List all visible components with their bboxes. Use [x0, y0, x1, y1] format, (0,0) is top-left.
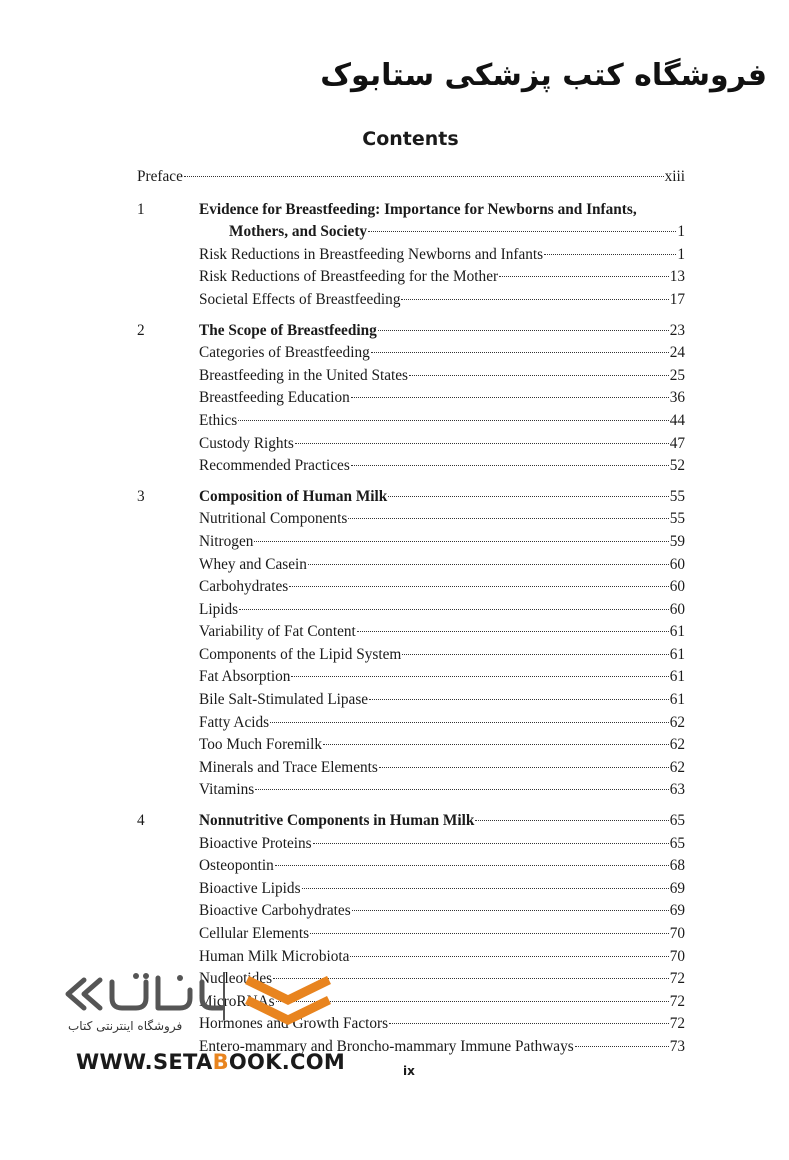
- toc-entry[interactable]: [199, 833, 685, 856]
- dot-leader: [308, 564, 669, 565]
- chapter-title-block: [199, 320, 685, 343]
- dot-leader: [401, 299, 668, 300]
- toc-entry[interactable]: [199, 599, 685, 622]
- toc-entry[interactable]: [199, 410, 685, 433]
- dot-leader: [351, 397, 669, 398]
- toc-entry-title: Nucleotides: [199, 970, 273, 988]
- toc-entry-title: Breastfeeding Education: [199, 389, 350, 407]
- toc-entry-page: 69: [669, 879, 685, 897]
- toc-entry-title: Too Much Foremilk: [199, 736, 322, 754]
- toc-entry[interactable]: [199, 712, 685, 735]
- dot-leader: [575, 1046, 669, 1047]
- toc-entry-title: Hormones and Growth Factors: [199, 1015, 389, 1033]
- chapter-title-row: [199, 810, 685, 833]
- toc-entry-page: 61: [669, 645, 685, 663]
- toc-entry[interactable]: [199, 531, 685, 554]
- dot-leader: [475, 820, 668, 821]
- toc-entry-page: 1: [677, 245, 685, 263]
- toc-entry-title: Nitrogen: [199, 532, 254, 550]
- chapter-title-row: [199, 221, 685, 244]
- toc-entry-page: 52: [669, 457, 685, 475]
- store-banner: فروشگاه کتب پزشکی ستابوک: [320, 58, 767, 93]
- toc-entry-title: Risk Reductions in Breastfeeding Newborns and Infants: [199, 245, 544, 263]
- toc-entry-title: Variability of Fat Content: [199, 623, 356, 641]
- dot-leader: [291, 676, 668, 677]
- toc-entry-title: Risk Reductions of Breastfeeding for the Mother: [199, 268, 499, 286]
- toc-entry[interactable]: [199, 455, 685, 478]
- dot-leader: [350, 956, 668, 957]
- toc-entry-title: Osteopontin: [199, 857, 274, 875]
- toc-entry[interactable]: [199, 900, 685, 923]
- toc-entry-title: Whey and Casein: [199, 555, 307, 573]
- chapter-page: 65: [669, 812, 685, 830]
- chapter-number: 3: [137, 487, 145, 505]
- chapter-title-block: [199, 810, 685, 833]
- dot-leader: [368, 231, 676, 232]
- toc-entry-page: 59: [669, 532, 685, 550]
- site-url[interactable]: [76, 1050, 345, 1074]
- toc-entry[interactable]: [199, 244, 685, 267]
- dot-leader: [184, 176, 664, 177]
- dot-leader: [313, 843, 669, 844]
- toc-entry-title: Recommended Practices: [199, 457, 350, 475]
- toc-entry-page: 17: [669, 290, 685, 308]
- toc-entry-page: 70: [669, 947, 685, 965]
- chapter-page: 1: [677, 223, 685, 241]
- dot-leader: [310, 933, 669, 934]
- chapter-number: 1: [137, 200, 145, 218]
- toc-entry-title: Bioactive Proteins: [199, 834, 312, 852]
- dot-leader: [499, 276, 669, 277]
- logo-subtitle: فروشگاه اینترنتی کتاب: [68, 1019, 183, 1033]
- toc-entry-title: Vitamins: [199, 781, 255, 799]
- toc-entry-title: Cellular Elements: [199, 925, 310, 942]
- toc-entry[interactable]: [199, 508, 685, 531]
- chapter-title: Nonnutritive Components in Human Milk: [199, 812, 475, 830]
- toc-entry-page: 72: [669, 970, 685, 988]
- toc-entry-title: Preface: [137, 168, 183, 185]
- chapter-heading[interactable]: [137, 199, 685, 244]
- toc-entry-title: Ethics: [199, 411, 238, 429]
- chapter-number: 2: [137, 321, 145, 339]
- toc-entry-page: 62: [669, 736, 685, 754]
- chapter-title-row: [199, 486, 685, 509]
- toc-entry[interactable]: [199, 779, 685, 802]
- double-chevron-icon: [243, 976, 333, 1032]
- chapter-3: [137, 486, 685, 802]
- toc-entry-page: 62: [669, 713, 685, 731]
- dot-leader: [270, 722, 669, 723]
- chapter-title: Composition of Human Milk: [199, 487, 388, 505]
- toc-entry[interactable]: [199, 266, 685, 289]
- toc-entry[interactable]: [199, 342, 685, 365]
- dot-leader: [323, 744, 669, 745]
- toc-entry-title: MicroRNAs: [199, 992, 275, 1010]
- toc-entry-title: Categories of Breastfeeding: [199, 344, 370, 362]
- toc-entry-page: 73: [669, 1037, 685, 1055]
- dot-leader: [351, 465, 669, 466]
- toc-entry-title: Carbohydrates: [199, 578, 289, 596]
- chapter-page: 55: [669, 487, 685, 505]
- toc-entry-title: Breastfeeding in the United States: [199, 366, 409, 384]
- toc-entry[interactable]: [199, 365, 685, 388]
- toc-entry-title: Lipids: [199, 600, 239, 618]
- chapter-2: [137, 320, 685, 478]
- toc-entry-page: 68: [669, 857, 685, 875]
- dot-leader: [302, 888, 669, 889]
- page-title: Contents: [362, 128, 459, 150]
- toc-entry[interactable]: [199, 387, 685, 410]
- toc-entry[interactable]: [199, 923, 685, 946]
- toc-entry[interactable]: [199, 666, 685, 689]
- dot-leader: [276, 1001, 669, 1002]
- toc-entry[interactable]: [199, 946, 685, 969]
- toc-entry-page: 72: [669, 1015, 685, 1033]
- toc-entry-page: 72: [669, 992, 685, 1010]
- toc-entry-preface[interactable]: [137, 166, 685, 189]
- chapter-title-block: [199, 199, 685, 244]
- url-accent-letter: B: [212, 1050, 229, 1074]
- dot-leader: [402, 654, 668, 655]
- toc-entry-page: 61: [669, 668, 685, 686]
- toc-entry-page: 60: [669, 600, 685, 618]
- dot-leader: [238, 420, 668, 421]
- dot-leader: [388, 496, 668, 497]
- toc-entry-page: xiii: [664, 168, 685, 185]
- toc-entry-page: 62: [669, 758, 685, 776]
- page-number: ix: [403, 1064, 415, 1078]
- dot-leader: [289, 586, 668, 587]
- toc-entry-title: Human Milk Microbiota: [199, 947, 350, 965]
- toc-entry[interactable]: [199, 855, 685, 878]
- toc-entry-title: Bioactive Lipids: [199, 879, 301, 897]
- toc-entry-page: 69: [669, 902, 685, 920]
- toc-entry-page: 63: [669, 781, 685, 799]
- toc-entry-page: 60: [669, 555, 685, 573]
- toc-entry-title: Societal Effects of Breastfeeding: [199, 290, 401, 308]
- toc-entry-page: 25: [669, 366, 685, 384]
- toc-entry-page: 47: [669, 434, 685, 452]
- url-prefix: WWW.SETA: [76, 1050, 213, 1074]
- dot-leader: [379, 767, 669, 768]
- toc-entry-page: 61: [669, 691, 685, 709]
- toc-entry-title: Fatty Acids: [199, 713, 270, 731]
- toc-entry-page: 60: [669, 578, 685, 596]
- chapter-1: [137, 199, 685, 312]
- toc-entry-title: Fat Absorption: [199, 668, 291, 686]
- toc-entry-page: 36: [669, 389, 685, 407]
- chapter-heading[interactable]: [137, 486, 685, 509]
- toc-entry-title: Custody Rights: [199, 434, 294, 452]
- chapter-title: Mothers, and Society: [229, 223, 368, 241]
- dot-leader: [371, 352, 669, 353]
- dot-leader: [254, 541, 668, 542]
- chapter-list: [137, 199, 685, 1059]
- toc-entry-page: 55: [669, 510, 685, 528]
- toc-entry[interactable]: [199, 289, 685, 312]
- chapter-heading[interactable]: [137, 810, 685, 833]
- dot-leader: [409, 375, 669, 376]
- toc-entry[interactable]: [199, 689, 685, 712]
- toc-entry-title: Minerals and Trace Elements: [199, 758, 378, 776]
- toc-entry-title: Components of the Lipid System: [199, 645, 402, 663]
- toc-entry[interactable]: [199, 554, 685, 577]
- toc-entry-page: 44: [669, 411, 685, 429]
- dot-leader: [544, 254, 676, 255]
- toc-entry[interactable]: [199, 621, 685, 644]
- toc-entry-title: Nutritional Components: [199, 510, 348, 528]
- dot-leader: [239, 609, 669, 610]
- toc-entry-title: Bile Salt-Stimulated Lipase: [199, 691, 369, 709]
- table-of-contents: [137, 166, 685, 1067]
- dot-leader: [295, 443, 669, 444]
- dot-leader: [348, 518, 668, 519]
- toc-entry-title: Entero-mammary and Broncho-mammary Immune Pathways: [199, 1037, 574, 1055]
- dot-leader: [369, 699, 669, 700]
- dot-leader: [255, 789, 669, 790]
- toc-entry-title: Bioactive Carbohydrates: [199, 902, 351, 920]
- toc-entry[interactable]: [199, 734, 685, 757]
- chapter-title: The Scope of Breastfeeding: [199, 321, 377, 339]
- toc-entry-page: 65: [669, 834, 685, 852]
- toc-entry[interactable]: [199, 878, 685, 901]
- chapter-title-block: [199, 486, 685, 509]
- chapter-title-row: [199, 320, 685, 343]
- dot-leader: [352, 910, 669, 911]
- chapter-page: 23: [669, 321, 685, 339]
- dot-leader: [389, 1023, 669, 1024]
- toc-entry[interactable]: [199, 757, 685, 780]
- toc-entry[interactable]: [199, 576, 685, 599]
- chapter-heading[interactable]: [137, 320, 685, 343]
- url-suffix: OOK.COM: [228, 1050, 346, 1074]
- chapter-title-line1: Evidence for Breastfeeding: Importance for Newborns and Infants,: [199, 200, 637, 218]
- toc-entry[interactable]: [199, 433, 685, 456]
- toc-entry-page: 13: [669, 268, 685, 286]
- toc-entry-page: 24: [669, 344, 685, 362]
- toc-entry-page: 70: [669, 925, 685, 942]
- chapter-number: 4: [137, 812, 145, 830]
- dot-leader: [275, 865, 669, 866]
- toc-entry-page: 61: [669, 623, 685, 641]
- dot-leader: [378, 330, 669, 331]
- dot-leader: [357, 631, 669, 632]
- toc-entry[interactable]: [199, 644, 685, 667]
